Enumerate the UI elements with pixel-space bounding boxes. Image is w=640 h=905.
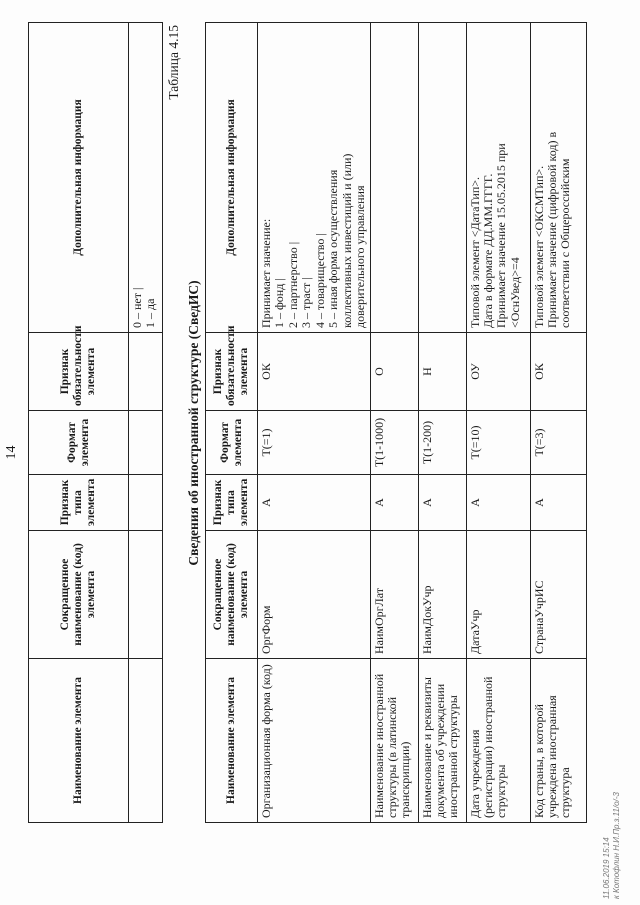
- extra-line: <ОснУвед>=4: [507, 257, 522, 328]
- table-header-row: [29, 23, 129, 823]
- header-extra-info: Дополнительная информация: [206, 23, 258, 333]
- extra-line: Типовой элемент <ОКСМТип>.: [531, 165, 546, 328]
- element-type: А: [530, 475, 586, 531]
- table-row: [418, 23, 466, 823]
- element-code: ДатаУчр: [466, 531, 530, 659]
- continued-table: [28, 22, 163, 823]
- header-type-sign: Признак типа элемента: [29, 475, 129, 531]
- element-type: А: [466, 475, 530, 531]
- element-code: СтранаУчрИС: [530, 531, 586, 659]
- header-type-sign: Признак типа элемента: [206, 475, 258, 531]
- element-code: ОргФорм: [258, 531, 371, 659]
- extra-info-cell: [418, 23, 466, 333]
- element-name: Наименование и реквизиты документа об учреждении иностранной структуры: [418, 659, 466, 823]
- element-required: ОК: [530, 333, 586, 411]
- element-format: Т(1-1000): [370, 411, 418, 475]
- element-format: Т(=10): [466, 411, 530, 475]
- extra-line: 1 – фонд |: [272, 278, 287, 328]
- table-number: Таблица 4.15: [166, 25, 181, 100]
- print-stamp: [602, 792, 621, 899]
- element-type: А: [258, 475, 371, 531]
- header-format: Формат элемента: [29, 411, 129, 475]
- header-short-name: Сокращенное наименование (код) элемента: [206, 531, 258, 659]
- extra-line: доверительного управления: [353, 185, 368, 328]
- extra-line: 2 – партнерство |: [285, 241, 300, 328]
- element-format: Т(=3): [530, 411, 586, 475]
- element-format: Т(1-200): [418, 411, 466, 475]
- extra-line: 3 – траст |: [299, 277, 314, 328]
- element-name: Код страны, в которой учреждена иностранная структура: [530, 659, 586, 823]
- table-row: [129, 23, 163, 823]
- element-type: А: [370, 475, 418, 531]
- extra-info-cell: [466, 23, 530, 333]
- page-number: 14: [4, 445, 19, 460]
- element-format: Т(=1): [258, 411, 371, 475]
- table-title: Сведения об иностранной структуре (СведИС): [186, 280, 201, 566]
- element-required: Н: [418, 333, 466, 411]
- table-row: [370, 23, 418, 823]
- table-header-row: [206, 23, 258, 823]
- element-required: О: [370, 333, 418, 411]
- element-type: А: [418, 475, 466, 531]
- extra-info-cell: [258, 23, 371, 333]
- extra-line: 1 – да: [143, 298, 158, 328]
- extra-line: Принимает значение 15.05.2015 при: [494, 143, 509, 328]
- stamp-line: к Котофлин Н.И.Пр.з.11/о/-3: [611, 792, 621, 899]
- element-name: Организационная форма (код): [258, 659, 371, 823]
- element-name: Дата учреждения (регистрации) иностранной структуры: [466, 659, 530, 823]
- element-name: Наименование иностранной структуры (в латинской транскрипции): [370, 659, 418, 823]
- extra-line: Принимает значение (цифровой код) в: [544, 131, 559, 328]
- element-code: НаимДокУчр: [418, 531, 466, 659]
- header-format: Формат элемента: [206, 411, 258, 475]
- element-code: НаимОргЛат: [370, 531, 418, 659]
- header-required-sign: Признак обязательности элемента: [206, 333, 258, 411]
- table-row: [530, 23, 586, 823]
- foreign-structure-table: [205, 22, 587, 823]
- stamp-line: 11.06.2019 15:14: [602, 837, 611, 899]
- element-required: ОК: [258, 333, 371, 411]
- extra-line: 4 – товарищество |: [312, 233, 327, 328]
- element-required: ОУ: [466, 333, 530, 411]
- extra-info-cell: [370, 23, 418, 333]
- header-required-sign: Признак обязательности элемента: [29, 333, 129, 411]
- extra-info-cell: [129, 23, 163, 333]
- extra-info-cell: [530, 23, 586, 333]
- table-row: [466, 23, 530, 823]
- header-short-name: Сокращенное наименование (код) элемента: [29, 531, 129, 659]
- header-name: Наименование элемента: [29, 659, 129, 823]
- extra-line: 5 – иная форма осуществления: [326, 169, 341, 328]
- header-name: Наименование элемента: [206, 659, 258, 823]
- extra-line: Дата в формате ДД.ММ.ГГГГ.: [480, 173, 495, 328]
- extra-line: соответствии с Общероссийским: [558, 158, 573, 328]
- header-extra-info: Дополнительная информация: [29, 23, 129, 333]
- extra-line: коллективных инвестиций и (или): [339, 153, 354, 328]
- extra-line: 0 – нет |: [130, 287, 144, 328]
- extra-line: Типовой элемент <ДатаТип>.: [467, 176, 482, 328]
- extra-line: Принимает значение:: [259, 218, 273, 328]
- table-row: [258, 23, 371, 823]
